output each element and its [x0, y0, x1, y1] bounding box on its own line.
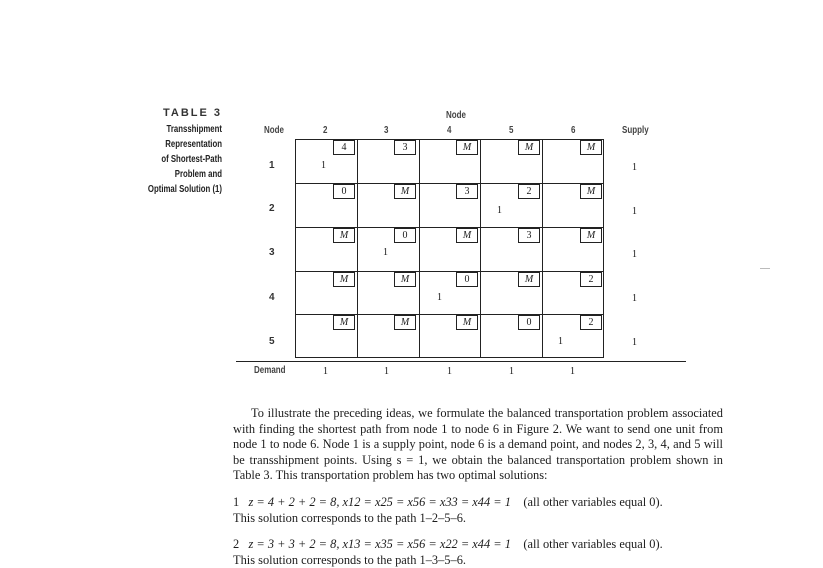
cost-cell: 0 — [456, 272, 478, 287]
solution-equation: z = 4 + 2 + 2 = 8, x12 = x25 = x56 = x33 = x44 = 1 — [248, 495, 511, 509]
allocation-value: 1 — [558, 336, 563, 347]
cost-cell: M — [333, 315, 355, 330]
supply-value: 1 — [632, 206, 637, 217]
cost-cell: M — [456, 140, 478, 155]
solution-1 — [233, 495, 723, 526]
caption-line: Transshipment Representation — [165, 124, 222, 150]
table-bottom-rule — [236, 361, 686, 362]
cost-cell: M — [580, 140, 602, 155]
cost-cell: 3 — [456, 184, 478, 199]
solution-2 — [233, 537, 723, 568]
cost-cell: M — [580, 228, 602, 243]
cost-cell: M — [518, 272, 540, 287]
column-header-2: 2 — [323, 125, 328, 136]
cost-cell: M — [333, 272, 355, 287]
paragraph-text: To illustrate the preceding ideas, we formulate the balanced transportation problem associated with finding the shortest path from node 1 to node 6 in Figure 2. We want to send one unit from node 1 to node 6. Node 1 is a supply point, node 6 is a demand point, and nodes 2, 3, 4, and 5 will be transshipment points. Using s = 1, we obtain the balanced transportation problem shown in Table 3. This transportation problem has two optimal solutions: — [233, 406, 723, 483]
solution-number: 2 — [233, 537, 240, 551]
row-label-1: 1 — [269, 160, 275, 171]
cost-cell: M — [518, 140, 540, 155]
row-label-5: 5 — [269, 336, 275, 347]
demand-label: Demand — [254, 365, 286, 376]
supply-value: 1 — [632, 337, 637, 348]
cost-cell: 2 — [518, 184, 540, 199]
solution-path: This solution corresponds to the path 1–2–5–6. — [233, 510, 466, 525]
cost-cell: M — [394, 315, 416, 330]
caption-line: of Shortest-Path Problem and — [161, 154, 222, 180]
cost-cell: M — [394, 184, 416, 199]
grid-divider — [357, 139, 358, 358]
supply-header: Supply — [622, 125, 649, 136]
cost-cell: M — [333, 228, 355, 243]
row-label-3: 3 — [269, 247, 275, 258]
demand-value: 1 — [384, 366, 389, 377]
supply-value: 1 — [632, 293, 637, 304]
solution-number: 1 — [233, 495, 240, 509]
supply-value: 1 — [632, 249, 637, 260]
cost-cell: M — [456, 315, 478, 330]
row-label-4: 4 — [269, 292, 275, 303]
cost-cell: 3 — [394, 140, 416, 155]
allocation-value: 1 — [497, 205, 502, 216]
solution-path: This solution corresponds to the path 1–3–5–6. — [233, 552, 466, 567]
demand-value: 1 — [509, 366, 514, 377]
cost-cell: 2 — [580, 315, 602, 330]
solution-note: (all other variables equal 0). — [523, 537, 663, 551]
allocation-value: 1 — [437, 292, 442, 303]
column-header-6: 6 — [571, 125, 576, 136]
table-label: TABLE 3 — [162, 107, 222, 119]
allocation-value: 1 — [383, 247, 388, 258]
grid-divider — [419, 139, 420, 358]
demand-value: 1 — [323, 366, 328, 377]
cost-cell: M — [580, 184, 602, 199]
margin-mark — [760, 268, 770, 269]
solution-note: (all other variables equal 0). — [523, 495, 663, 509]
row-label-2: 2 — [269, 203, 275, 214]
cost-cell: 0 — [333, 184, 355, 199]
grid-divider — [542, 139, 543, 358]
table-caption — [133, 122, 222, 197]
demand-value: 1 — [570, 366, 575, 377]
cost-cell: 2 — [580, 272, 602, 287]
column-group-header: Node — [446, 110, 466, 121]
solution-equation: z = 3 + 3 + 2 = 8, x13 = x35 = x56 = x22 = x44 = 1 — [248, 537, 511, 551]
column-header-4: 4 — [447, 125, 452, 136]
cost-cell: 3 — [518, 228, 540, 243]
column-header-5: 5 — [509, 125, 514, 136]
column-header-3: 3 — [384, 125, 389, 136]
cost-cell: M — [456, 228, 478, 243]
row-header: Node — [264, 125, 284, 136]
allocation-value: 1 — [321, 160, 326, 171]
body-paragraph — [233, 406, 723, 484]
supply-value: 1 — [632, 162, 637, 173]
demand-value: 1 — [447, 366, 452, 377]
cost-cell: 4 — [333, 140, 355, 155]
cost-cell: M — [394, 272, 416, 287]
cost-cell: 0 — [518, 315, 540, 330]
cost-cell: 0 — [394, 228, 416, 243]
grid-divider — [480, 139, 481, 358]
caption-line: Optimal Solution (1) — [147, 184, 222, 195]
